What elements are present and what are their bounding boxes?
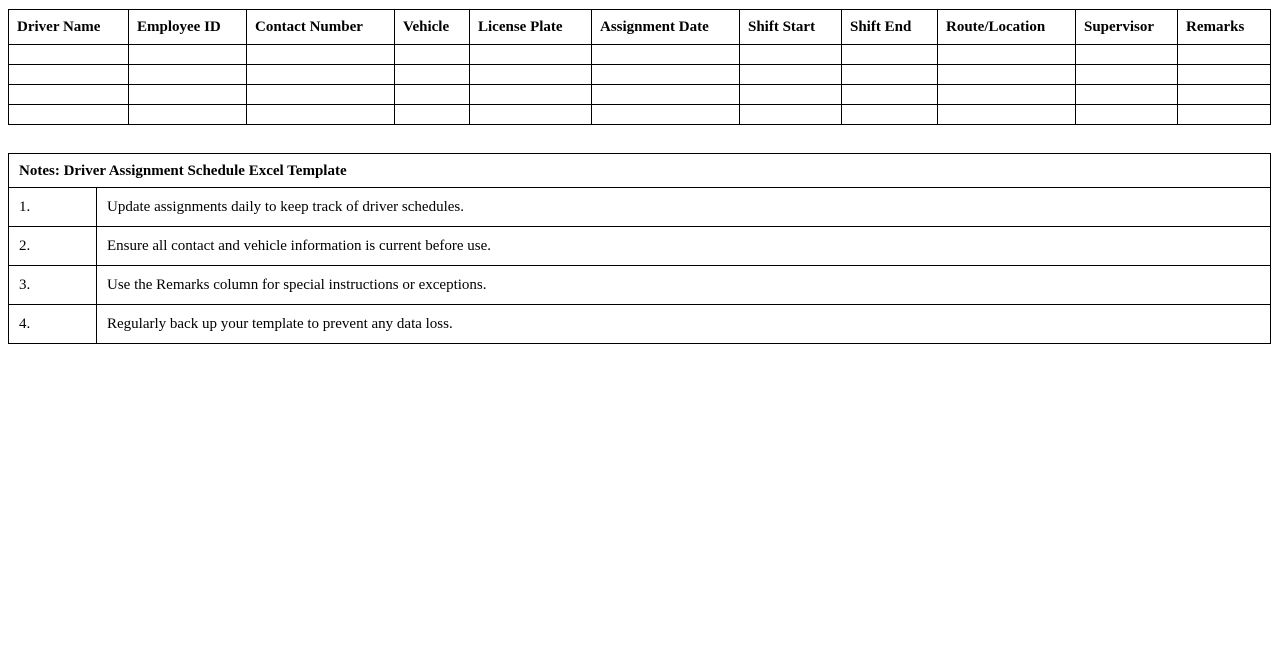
column-header-license-plate: License Plate	[470, 10, 592, 45]
column-header-shift-start: Shift Start	[740, 10, 842, 45]
cell-vehicle[interactable]	[395, 85, 470, 105]
note-number: 4.	[9, 305, 97, 344]
cell-vehicle[interactable]	[395, 45, 470, 65]
cell-license-plate[interactable]	[470, 45, 592, 65]
table-row[interactable]	[9, 105, 1271, 125]
column-header-remarks: Remarks	[1178, 10, 1271, 45]
cell-contact-number[interactable]	[247, 65, 395, 85]
cell-assignment-date[interactable]	[592, 85, 740, 105]
cell-route-location[interactable]	[938, 85, 1076, 105]
note-number: 3.	[9, 266, 97, 305]
cell-vehicle[interactable]	[395, 65, 470, 85]
cell-employee-id[interactable]	[129, 45, 247, 65]
cell-driver-name[interactable]	[9, 85, 129, 105]
cell-contact-number[interactable]	[247, 85, 395, 105]
cell-employee-id[interactable]	[129, 105, 247, 125]
cell-supervisor[interactable]	[1076, 105, 1178, 125]
cell-license-plate[interactable]	[470, 65, 592, 85]
cell-supervisor[interactable]	[1076, 45, 1178, 65]
table-row[interactable]	[9, 65, 1271, 85]
note-row	[9, 266, 1271, 305]
cell-shift-start[interactable]	[740, 105, 842, 125]
cell-employee-id[interactable]	[129, 85, 247, 105]
cell-remarks[interactable]	[1178, 65, 1271, 85]
column-header-vehicle: Vehicle	[395, 10, 470, 45]
cell-remarks[interactable]	[1178, 45, 1271, 65]
cell-shift-end[interactable]	[842, 65, 938, 85]
cell-contact-number[interactable]	[247, 45, 395, 65]
cell-route-location[interactable]	[938, 105, 1076, 125]
cell-driver-name[interactable]	[9, 105, 129, 125]
cell-license-plate[interactable]	[470, 85, 592, 105]
notes-table	[8, 153, 1271, 344]
cell-license-plate[interactable]	[470, 105, 592, 125]
cell-assignment-date[interactable]	[592, 105, 740, 125]
note-number: 2.	[9, 227, 97, 266]
column-header-supervisor: Supervisor	[1076, 10, 1178, 45]
column-header-shift-end: Shift End	[842, 10, 938, 45]
cell-shift-start[interactable]	[740, 85, 842, 105]
column-header-contact-number: Contact Number	[247, 10, 395, 45]
column-header-assignment-date: Assignment Date	[592, 10, 740, 45]
cell-route-location[interactable]	[938, 65, 1076, 85]
note-row	[9, 305, 1271, 344]
note-number: 1.	[9, 188, 97, 227]
schedule-table	[8, 9, 1271, 125]
cell-assignment-date[interactable]	[592, 65, 740, 85]
cell-driver-name[interactable]	[9, 45, 129, 65]
note-row	[9, 227, 1271, 266]
column-header-employee-id: Employee ID	[129, 10, 247, 45]
note-text: Update assignments daily to keep track of driver schedules.	[97, 188, 1271, 227]
note-text: Ensure all contact and vehicle information is current before use.	[97, 227, 1271, 266]
table-header-row	[9, 10, 1271, 45]
cell-shift-end[interactable]	[842, 45, 938, 65]
notes-title: Notes: Driver Assignment Schedule Excel Template	[9, 154, 1271, 188]
cell-contact-number[interactable]	[247, 105, 395, 125]
note-text: Regularly back up your template to prevent any data loss.	[97, 305, 1271, 344]
column-header-route-location: Route/Location	[938, 10, 1076, 45]
table-row[interactable]	[9, 45, 1271, 65]
notes-section	[8, 153, 1270, 344]
note-row	[9, 188, 1271, 227]
cell-shift-end[interactable]	[842, 85, 938, 105]
cell-driver-name[interactable]	[9, 65, 129, 85]
cell-route-location[interactable]	[938, 45, 1076, 65]
note-text: Use the Remarks column for special instructions or exceptions.	[97, 266, 1271, 305]
cell-shift-end[interactable]	[842, 105, 938, 125]
table-row[interactable]	[9, 85, 1271, 105]
cell-shift-start[interactable]	[740, 65, 842, 85]
cell-remarks[interactable]	[1178, 105, 1271, 125]
cell-employee-id[interactable]	[129, 65, 247, 85]
cell-vehicle[interactable]	[395, 105, 470, 125]
cell-remarks[interactable]	[1178, 85, 1271, 105]
cell-assignment-date[interactable]	[592, 45, 740, 65]
cell-shift-start[interactable]	[740, 45, 842, 65]
notes-title-row	[9, 154, 1271, 188]
column-header-driver-name: Driver Name	[9, 10, 129, 45]
cell-supervisor[interactable]	[1076, 65, 1178, 85]
driver-assignment-schedule-table	[8, 9, 1270, 125]
cell-supervisor[interactable]	[1076, 85, 1178, 105]
